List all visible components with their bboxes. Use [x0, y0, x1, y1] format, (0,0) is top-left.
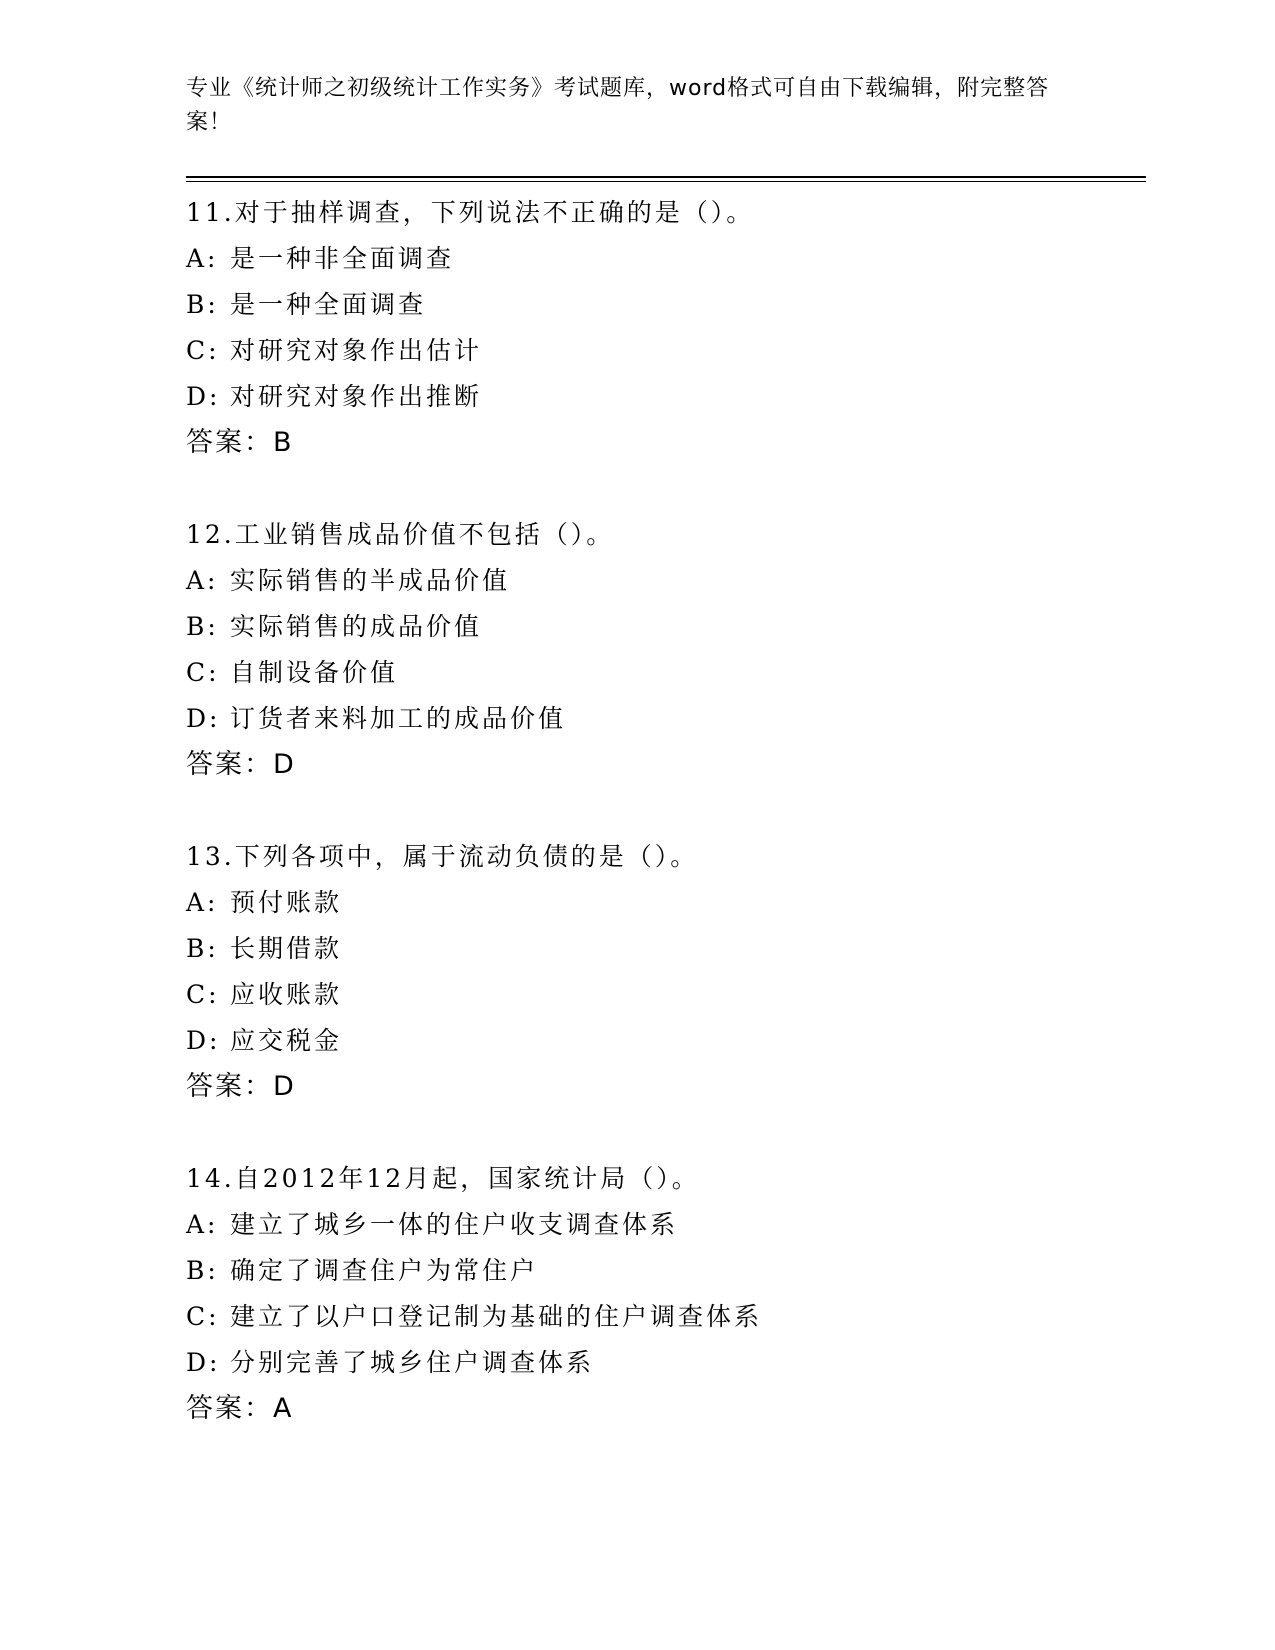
question-14: [186, 1156, 1146, 1432]
option-letter: A:: [186, 1210, 219, 1239]
header-divider-thick: [186, 176, 1146, 178]
option-c: [186, 972, 1146, 1018]
option-text: 实际销售的成品价值: [230, 612, 483, 641]
option-c: [186, 1294, 1146, 1340]
option-letter: C:: [186, 658, 220, 687]
question-11: [186, 190, 1146, 466]
option-letter: C:: [186, 980, 220, 1009]
option-letter: B:: [186, 934, 219, 963]
option-d: [186, 696, 1146, 742]
option-text: 是一种非全面调查: [230, 244, 455, 273]
option-d: [186, 1018, 1146, 1064]
option-b: [186, 926, 1146, 972]
answer-line: 答案：D: [186, 749, 296, 780]
option-text: 应交税金: [230, 1026, 343, 1055]
option-a: [186, 236, 1146, 282]
option-b: [186, 604, 1146, 650]
option-c: [186, 650, 1146, 696]
question-list: [186, 190, 1146, 1478]
option-letter: A:: [186, 566, 219, 595]
document-header: 专业《统计师之初级统计工作实务》考试题库，word格式可自由下载编辑，附完整答案！: [186, 76, 1050, 135]
option-text: 应收账款: [230, 980, 343, 1009]
option-letter: D:: [186, 1348, 221, 1377]
question-stem: 14.自2012年12月起，国家统计局（）。: [186, 1164, 700, 1193]
option-letter: B:: [186, 612, 219, 641]
option-text: 实际销售的半成品价值: [230, 566, 511, 595]
option-text: 预付账款: [230, 888, 343, 917]
option-c: [186, 328, 1146, 374]
option-a: [186, 1202, 1146, 1248]
option-letter: A:: [186, 888, 219, 917]
question-13: [186, 834, 1146, 1110]
answer-line: 答案：B: [186, 427, 294, 458]
option-b: [186, 1248, 1146, 1294]
option-text: 确定了调查住户为常住户: [230, 1256, 539, 1285]
option-letter: D:: [186, 704, 221, 733]
option-text: 是一种全面调查: [230, 290, 427, 319]
option-text: 分别完善了城乡住户调查体系: [230, 1348, 595, 1377]
option-text: 长期借款: [230, 934, 343, 963]
option-text: 建立了以户口登记制为基础的住户调查体系: [230, 1302, 763, 1331]
option-letter: B:: [186, 290, 219, 319]
option-text: 建立了城乡一体的住户收支调查体系: [230, 1210, 679, 1239]
option-a: [186, 558, 1146, 604]
option-letter: D:: [186, 1026, 221, 1055]
option-letter: B:: [186, 1256, 219, 1285]
option-d: [186, 374, 1146, 420]
option-letter: A:: [186, 244, 219, 273]
option-text: 自制设备价值: [230, 658, 399, 687]
option-text: 对研究对象作出推断: [230, 382, 483, 411]
answer-line: 答案：A: [186, 1393, 294, 1424]
option-b: [186, 282, 1146, 328]
question-stem: 11.对于抽样调查，下列说法不正确的是（）。: [186, 198, 755, 227]
option-text: 订货者来料加工的成品价值: [230, 704, 567, 733]
header-divider-thin: [186, 181, 1146, 182]
question-stem: 12.工业销售成品价值不包括（）。: [186, 520, 615, 549]
option-letter: C:: [186, 336, 220, 365]
answer-line: 答案：D: [186, 1071, 296, 1102]
question-12: [186, 512, 1146, 788]
option-text: 对研究对象作出估计: [230, 336, 483, 365]
question-stem: 13.下列各项中，属于流动负债的是（）。: [186, 842, 699, 871]
option-letter: D:: [186, 382, 221, 411]
option-a: [186, 880, 1146, 926]
option-letter: C:: [186, 1302, 220, 1331]
option-d: [186, 1340, 1146, 1386]
